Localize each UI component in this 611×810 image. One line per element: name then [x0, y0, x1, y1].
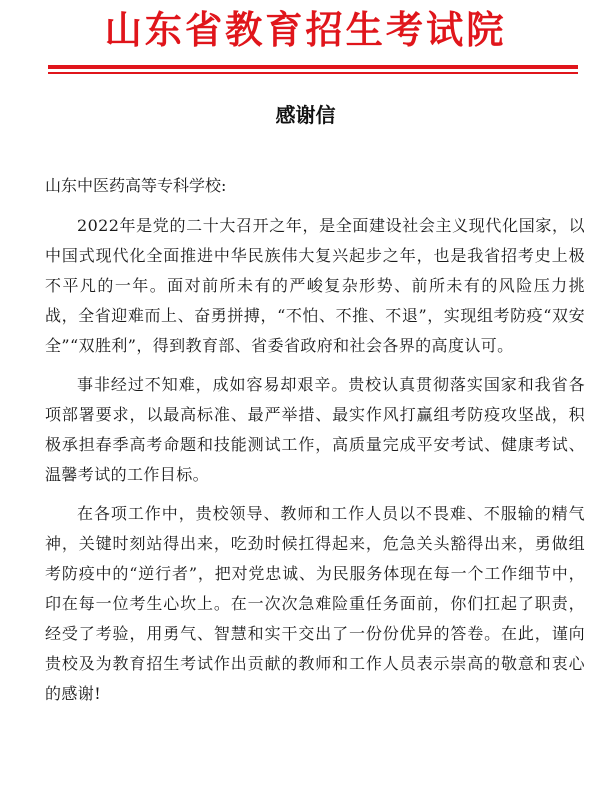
letterhead-thin-rule	[48, 72, 578, 74]
document-title: 感谢信	[275, 103, 336, 127]
letter-body	[45, 171, 585, 709]
paragraph-intro: 2022年是党的二十大召开之年，是全面建设社会主义现代化国家，以中国式现代化全面推进中华民族伟大复兴起步之年，也是我省招考史上极不平凡的一年。面对前所未有的严峻复杂形势、前所未有的风险压力挑战，全省迎难而上、奋勇拼搏，“不怕、不推、不退”，实现组考防疫“双安全”“双胜利”，得到教育部、省委省政府和社会各界的高度认可。	[45, 216, 585, 355]
paragraph-achievement: 事非经过不知难，成如容易却艰辛。贵校认真贯彻落实国家和我省各项部署要求，以最高标准、最严举措、最实作风打赢组考防疫攻坚战，积极承担春季高考命题和技能测试工作，高质量完成平安考试、健康考试、温馨考试的工作目标。	[45, 375, 585, 484]
letterhead-org-name: 山东省教育招生考试院	[104, 7, 507, 52]
letterhead-thick-rule	[48, 65, 578, 69]
paragraph-gratitude: 在各项工作中，贵校领导、教师和工作人员以不畏难、不服输的精气神，关键时刻站得出来，吃劲时候扛得起来，危急关头豁得出来，勇做组考防疫中的“逆行者”，把对党忠诚、为民服务体现在每一个工作细节中，印在每一位考生心坎上。在一次次急难险重任务面前，你们扛起了职责，经受了考验，用勇气、智慧和实干交出了一份份优异的答卷。在此，谨向贵校及为教育招生考试作出贡献的教师和工作人员表示崇高的敬意和衷心的感谢!	[45, 504, 585, 703]
recipient-salutation: 山东中医药高等专科学校:	[45, 176, 227, 195]
